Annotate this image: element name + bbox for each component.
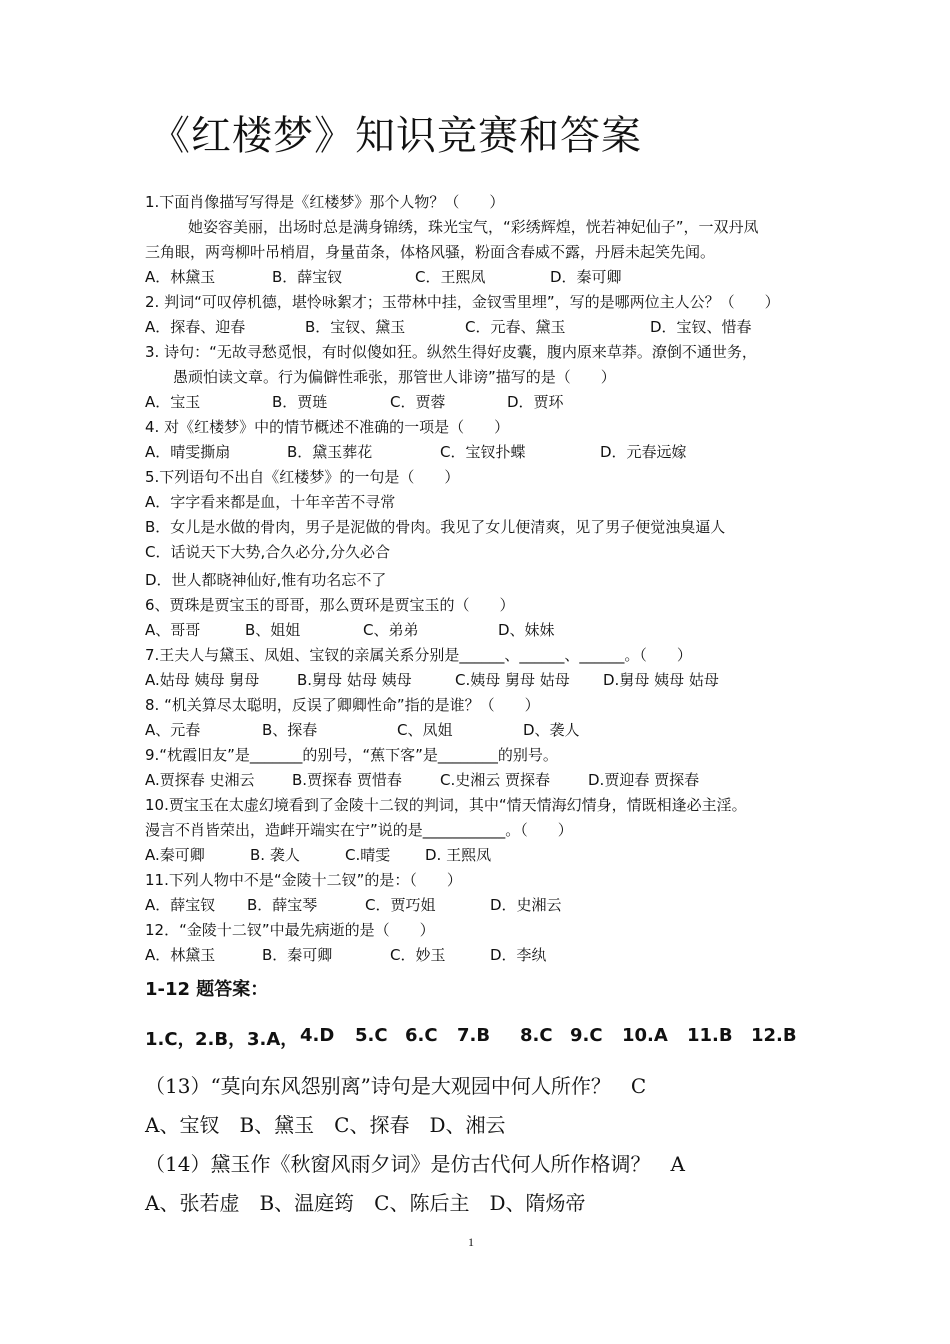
- question-9-option-d: D.贾迎春 贾探春: [588, 771, 700, 789]
- question-1-stem: 1.下面肖像描写写得是《红楼梦》那个人物？（ ）: [145, 193, 505, 211]
- question-12-stem: 12．“金陵十二钗”中最先病逝的是（ ）: [145, 921, 435, 939]
- question-1-passage-line-2: 三角眼，两弯柳叶吊梢眉，身量苗条，体格风骚，粉面含春威不露，丹唇未起笑先闻。: [145, 243, 716, 261]
- question-2-option-b: B．宝钗、黛玉: [305, 318, 406, 336]
- question-8-option-c: C、凤姐: [397, 721, 453, 739]
- question-2-option-d: D．宝钗、惜春: [650, 318, 752, 336]
- answer-5: 5.C: [355, 1025, 388, 1046]
- document-title: 《红楼梦》知识竞赛和答案: [150, 113, 642, 159]
- question-3-option-b: B．贾琏: [272, 393, 328, 411]
- question-4-option-c: C．宝钗扑蝶: [440, 443, 526, 461]
- question-10-option-b: B. 袭人: [250, 846, 300, 864]
- answer-12: 12.B: [751, 1025, 797, 1046]
- question-1-option-c: C．王熙凤: [415, 268, 486, 286]
- answers-heading: 1-12 题答案：: [145, 979, 269, 1000]
- answer-3: 3.A，: [247, 1029, 299, 1050]
- question-10-stem-line-1: 10.贾宝玉在太虚幻境看到了金陵十二钗的判词，其中“情天情海幻情身，情既相逢必主淫。: [145, 796, 747, 814]
- answer-6: 6.C: [405, 1025, 438, 1046]
- question-12-option-c: C．妙玉: [390, 946, 446, 964]
- question-14-stem: （14）黛玉作《秋窗风雨夕词》是仿古代何人所作格调？ A: [145, 1152, 685, 1176]
- answer-1: 1.C，: [145, 1029, 196, 1050]
- question-4-option-d: D．元春远嫁: [600, 443, 687, 461]
- question-13-stem: （13）“莫向东风怨别离”诗句是大观园中何人所作？ C: [145, 1074, 647, 1098]
- answer-2: 2.B，: [195, 1029, 247, 1050]
- question-7-option-c: C.姨母 舅母 姑母: [455, 671, 570, 689]
- answer-10: 10.A: [622, 1025, 668, 1046]
- question-5-option-c: C．话说天下大势,合久必分,分久必合: [145, 543, 391, 561]
- question-3-stem-line-2: 愚顽怕读文章。行为偏僻性乖张，那管世人诽谤”描写的是（ ）: [173, 368, 616, 386]
- question-5-option-a: A．字字看来都是血，十年辛苦不寻常: [145, 493, 396, 511]
- question-12-option-a: A．林黛玉: [145, 946, 216, 964]
- question-12-option-b: B．秦可卿: [262, 946, 333, 964]
- question-11-option-a: A．薛宝钗: [145, 896, 216, 914]
- question-5-stem: 5.下列语句不出自《红楼梦》的一句是（ ）: [145, 468, 460, 486]
- question-9-option-c: C.史湘云 贾探春: [440, 771, 551, 789]
- question-10-option-d: D. 王熙凤: [425, 846, 492, 864]
- question-3-option-a: A．宝玉: [145, 393, 201, 411]
- question-1-option-a: A．林黛玉: [145, 268, 216, 286]
- question-10-stem-line-2: 漫言不肖皆荣出，造衅开端实在宁”说的是___________。（ ）: [145, 821, 573, 839]
- answer-11: 11.B: [687, 1025, 733, 1046]
- answer-7: 7.B: [457, 1025, 491, 1046]
- question-7-stem: 7.王夫人与黛玉、凤姐、宝钗的亲属关系分别是______、______、______。（ ）: [145, 646, 692, 664]
- question-8-stem: 8. “机关算尽太聪明，反误了卿卿性命”指的是谁？（ ）: [145, 696, 540, 714]
- question-4-stem: 4. 对《红楼梦》中的情节概述不准确的一项是（ ）: [145, 418, 510, 436]
- question-10-option-a: A.秦可卿: [145, 846, 205, 864]
- question-7-option-b: B.舅母 姑母 姨母: [297, 671, 412, 689]
- question-1-option-b: B．薛宝钗: [272, 268, 343, 286]
- question-3-option-d: D．贾环: [507, 393, 564, 411]
- question-11-option-d: D．史湘云: [490, 896, 562, 914]
- question-8-option-b: B、探春: [262, 721, 318, 739]
- question-1-passage-line-1: 她姿容美丽，出场时总是满身锦绣，珠光宝气，“彩绣辉煌，恍若神妃仙子”，一双丹凤: [188, 218, 759, 236]
- question-9-stem: 9.“枕霞旧友”是_______的别号，“蕉下客”是________的别号。: [145, 746, 558, 764]
- question-5-option-b: B．女儿是水做的骨肉，男子是泥做的骨肉。我见了女儿便清爽，见了男子便觉浊臭逼人: [145, 518, 726, 536]
- question-7-option-a: A.姑母 姨母 舅母: [145, 671, 260, 689]
- question-11-stem: 11.下列人物中不是“金陵十二钗”的是：（ ）: [145, 871, 462, 889]
- question-13-options: A、宝钗 B、黛玉 C、探春 D、湘云: [145, 1113, 506, 1137]
- question-6-option-c: C、弟弟: [363, 621, 419, 639]
- question-2-option-c: C．元春、黛玉: [465, 318, 566, 336]
- question-6-option-b: B、姐姐: [245, 621, 301, 639]
- question-3-stem-line-1: 3. 诗句：“无故寻愁觅恨，有时似傻如狂。纵然生得好皮囊，腹内原来草莽。潦倒不通世务，: [145, 343, 757, 361]
- question-3-option-c: C．贾蓉: [390, 393, 446, 411]
- answer-9: 9.C: [570, 1025, 603, 1046]
- answer-4: 4.D: [300, 1025, 335, 1046]
- question-9-option-b: B.贾探春 贾惜春: [292, 771, 402, 789]
- answer-8: 8.C: [520, 1025, 553, 1046]
- question-2-option-a: A．探春、迎春: [145, 318, 246, 336]
- question-2-stem: 2. 判词“可叹停机德，堪怜咏絮才；玉带林中挂，金钗雪里埋”，写的是哪两位主人公？（ ）: [145, 293, 780, 311]
- question-6-stem: 6、贾珠是贾宝玉的哥哥，那么贾环是贾宝玉的（ ）: [145, 596, 515, 614]
- question-10-option-c: C.晴雯: [345, 846, 391, 864]
- question-4-option-a: A．晴雯撕扇: [145, 443, 231, 461]
- question-7-option-d: D.舅母 姨母 姑母: [603, 671, 719, 689]
- question-4-option-b: B．黛玉葬花: [287, 443, 373, 461]
- question-9-option-a: A.贾探春 史湘云: [145, 771, 255, 789]
- question-6-option-d: D、妹妹: [498, 621, 555, 639]
- question-8-option-d: D、袭人: [523, 721, 580, 739]
- question-1-option-d: D．秦可卿: [550, 268, 622, 286]
- page-number: 1: [468, 1235, 474, 1249]
- question-6-option-a: A、哥哥: [145, 621, 201, 639]
- question-8-option-a: A、元春: [145, 721, 201, 739]
- question-14-options: A、张若虚 B、温庭筠 C、陈后主 D、隋炀帝: [145, 1191, 586, 1215]
- question-11-option-c: C．贾巧姐: [365, 896, 436, 914]
- question-12-option-d: D．李纨: [490, 946, 547, 964]
- question-5-option-d: D．世人都晓神仙好,惟有功名忘不了: [145, 571, 387, 589]
- question-11-option-b: B．薛宝琴: [247, 896, 318, 914]
